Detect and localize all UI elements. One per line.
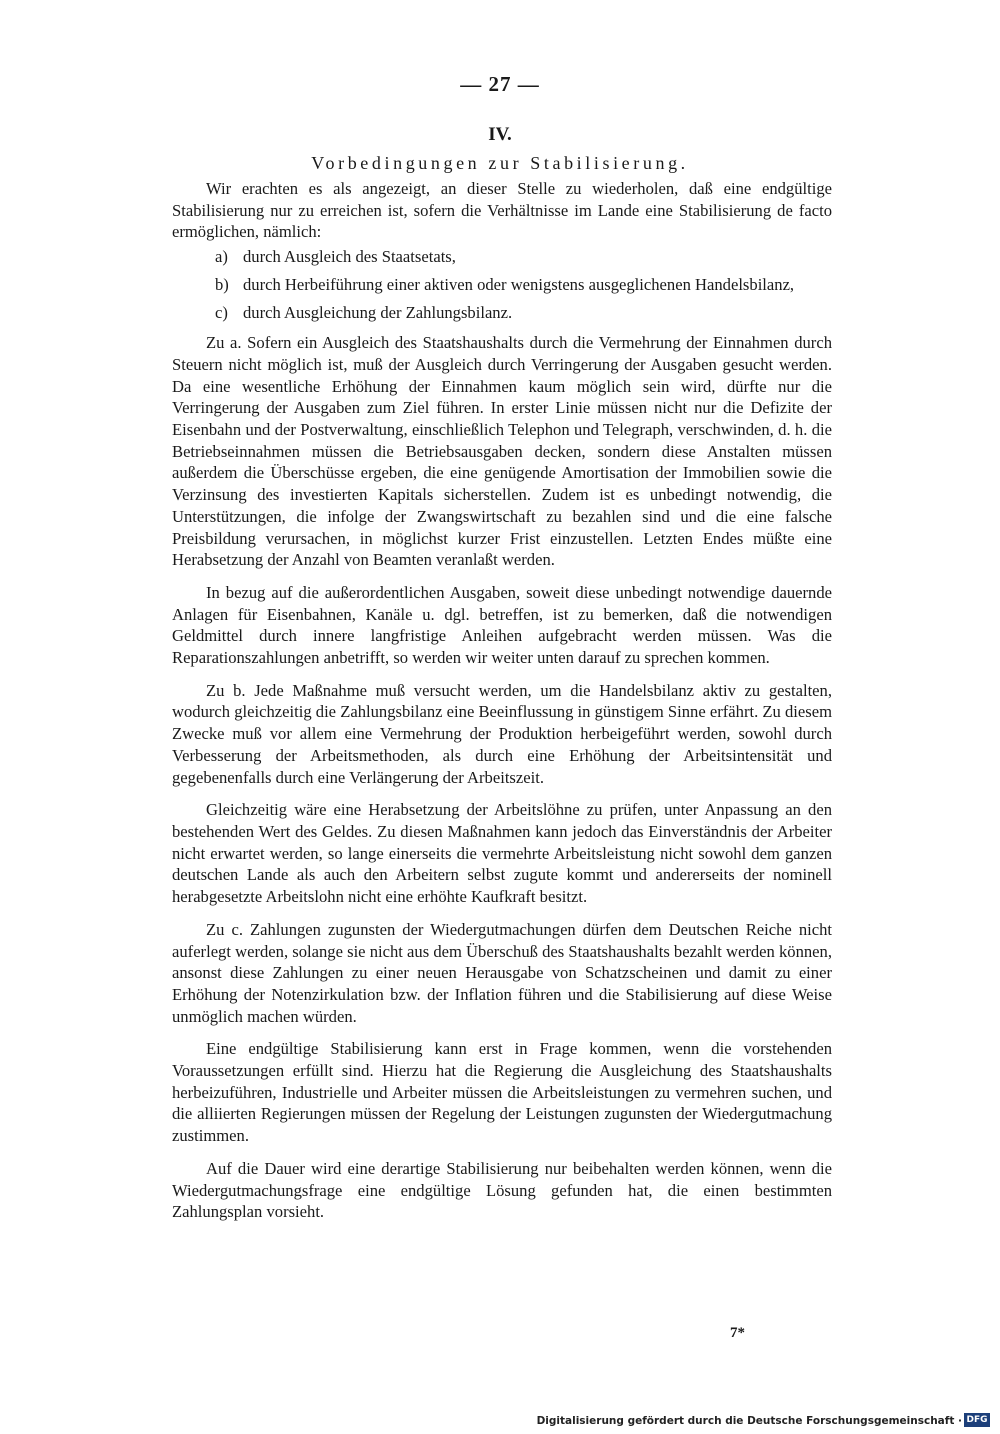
section-numeral: IV.: [488, 124, 512, 145]
list-item: [172, 302, 832, 324]
paragraph-conclusion: Auf die Dauer wird eine derartige Stabilisierung nur beibehalten werden können, wenn die Wiedergutmachungsfrage eine endgültige Lösung gefunden hat, die einen bestimmten Zahlungsplan vorsieht.: [172, 1158, 832, 1222]
paragraph-extraordinary-expenses: In bezug auf die außerordentlichen Ausgaben, soweit diese unbedingt notwendige dauernde Anlagen für Eisenbahnen, Kanäle u. dgl. betreffen, ist zu bemerken, daß die notwendigen Geldmittel durch innere langfristige Anleihen aufgebracht werden müssen. Was die Reparationszahlungen anbetrifft, so werden wir weiter unten darauf zu sprechen kommen.: [172, 582, 832, 668]
list-text: durch Ausgleichung der Zahlungsbilanz.: [243, 302, 513, 322]
page-number: — 27 —: [460, 72, 540, 96]
paragraph-wages: Gleichzeitig wäre eine Herabsetzung der Arbeitslöhne zu prüfen, unter Anpassung an den bestehenden Wert des Geldes. Zu diesen Maßnahmen kann jedoch das Einverständnis der Arbeiter nicht erwartet werden, so lange einerseits die vermehrte Arbeitsleistung nicht sowohl dem ganzen deutschen Lande als auch den Arbeitern selbst zugute kommt und andererseits der nominell herabgesetzte Arbeitslohn nicht eine erhöhte Kaufkraft besitzt.: [172, 800, 832, 907]
paragraph-zu-a: Zu a. Sofern ein Ausgleich des Staatshaushalts durch die Vermehrung der Einnahmen durch Steuern nicht möglich ist, muß der Ausgleich durch Verringerung der Ausgaben gesucht werden. Da eine wesentliche Erhöhung der Einnahmen kaum möglich sein wird, dürfte nur die Verringerung der Ausgaben zum Ziel führen. In erster Linie müssen nicht nur die Defizite der Eisenbahn und der Postverwaltung, einschließlich Telephon und Telegraph, verschwinden, d. h. die Betriebseinnahmen müssen die Betriebsausgaben decken, sondern diese Anstalten müssen außerdem die Überschüsse ergeben, die eine genügende Amortisation der Immobilien sowie die Verzinsung des investierten Kapitals sicherstellen. Zudem ist es unbedingt notwendig, die Unterstützungen, die infolge der Zwangswirtschaft zu bezahlen sind und die eine falsche Preisbildung verursachen, in möglichst kurzer Frist einzustellen. Letzten Endes müßte eine Herabsetzung der Anzahl von Beamten veranlaßt werden.: [172, 333, 832, 570]
list-item: [172, 246, 832, 268]
dfg-logo: DFG: [964, 1413, 990, 1427]
conditions-list: [172, 246, 832, 323]
paragraph-zu-b: Zu b. Jede Maßnahme muß versucht werden, um die Handelsbilanz aktiv zu gestalten, wodurch gleichzeitig die Zahlungsbilanz eine Beeinflussung in günstigem Sinne erfährt. Zu diesem Zwecke muß vor allem eine Vermehrung der Produktion herbeigeführt werden, sowohl durch Verbesserung der Arbeitsmethoden, als durch eine Erhöhung der Arbeitsintensität und gegebenenfalls durch eine Verlängerung der Arbeitszeit.: [172, 680, 832, 787]
list-text: durch Herbeiführung einer aktiven oder wenigstens ausgeglichenen Handelsbilanz,: [243, 274, 795, 294]
body-text: [172, 178, 832, 1223]
section-title: Vorbedingungen zur Stabilisierung.: [311, 153, 689, 173]
paragraph-zu-c: Zu c. Zahlungen zugunsten der Wiedergutmachungen dürfen dem Deutschen Reiche nicht auferlegt werden, solange sie nicht aus dem Überschuß des Staatshaushalts bezahlt werden können, ansonst diese Zahlungen zu einer neuen Herausgabe von Schatzscheinen und damit zu einer Erhöhung der Notenzirkulation bzw. der Inflation führen und die Stabilisierung auf diese Weise unmöglich machen würden.: [172, 919, 832, 1026]
footer-credit: Digitalisierung gefördert durch die Deutsche Forschungsgemeinschaft ·: [536, 1415, 962, 1427]
list-item: [172, 274, 832, 296]
list-marker: a): [215, 247, 228, 267]
list-text: durch Ausgleich des Staatsetats,: [243, 247, 456, 267]
paragraph-preconditions: Eine endgültige Stabilisierung kann erst in Frage kommen, wenn die vorstehenden Voraussetzungen erfüllt sind. Hierzu hat die Regierung die Ausgleichung des Staatshaushalts herbeizuführen, Industrielle und Arbeiter müssen die Arbeitsleistungen zu vermehren suchen, und die alliierten Regierungen müssen der Regelung der Leistungen zugunsten der Wiedergutmachung zustimmen.: [172, 1039, 832, 1146]
signature-mark: 7*: [730, 1325, 745, 1341]
intro-paragraph: Wir erachten es als angezeigt, an dieser Stelle zu wiederholen, daß eine endgültige Stabilisierung nur zu erreichen ist, sofern die Verhältnisse im Lande eine Stabilisierung de facto ermöglichen, nämlich:: [172, 179, 832, 242]
list-marker: c): [215, 302, 228, 322]
list-marker: b): [215, 274, 229, 294]
